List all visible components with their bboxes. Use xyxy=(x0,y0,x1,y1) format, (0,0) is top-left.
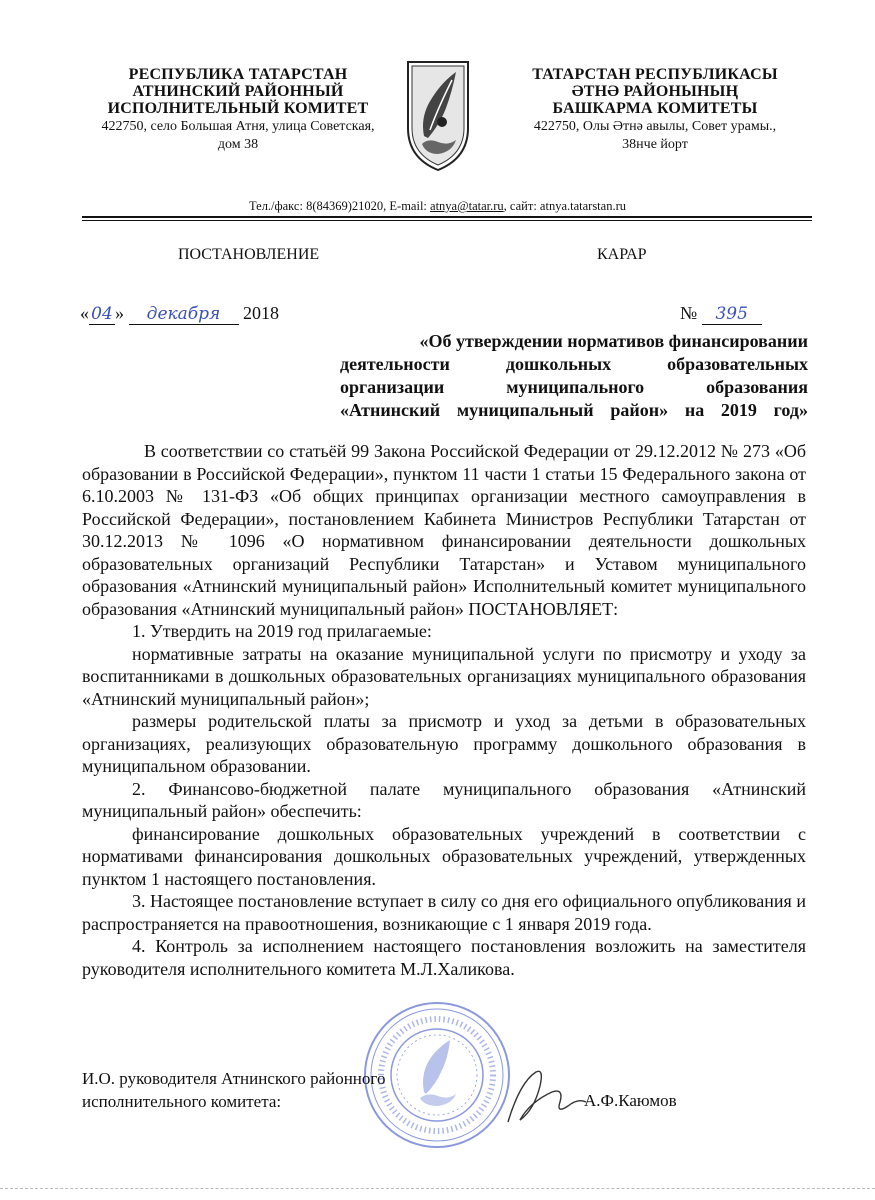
date-day: 04 xyxy=(91,304,113,324)
email-link[interactable]: atnya@tatar.ru xyxy=(430,199,504,213)
header-right-address1: 422750, Олы Әтнә авылы, Совет урамы., xyxy=(533,119,777,134)
number-label: № xyxy=(680,303,698,323)
header-divider-thin xyxy=(82,220,812,221)
document-body xyxy=(82,440,806,980)
paragraph-item4: 4. Контроль за исполнением настоящего постановления возложить на заместителя руководителя исполнительного комитета М.Л.Халикова. xyxy=(82,936,806,979)
date-day-field xyxy=(89,303,115,325)
header-left-line1: РЕСПУБЛИКА ТАТАРСТАН xyxy=(128,66,348,83)
doc-type-russian: ПОСТАНОВЛЕНИЕ xyxy=(178,246,320,263)
header-left-address2: дом 38 xyxy=(217,137,259,152)
date-close-quote: » xyxy=(115,303,124,323)
contacts-line xyxy=(0,199,875,214)
paragraph-item1: 1. Утвердить на 2019 год прилагаемые: xyxy=(132,621,432,641)
title-line1: «Об утверждении нормативов финансировании xyxy=(419,331,808,351)
paragraph-item3: 3. Настоящее постановление вступает в силу со дня его официального опубликования и распространяется на правоотношения, возникающие с 1 января 2019 года. xyxy=(82,891,806,934)
title-line4: «Атнинский муниципальный район» на 2019 год» xyxy=(340,400,808,420)
doc-type-tatar: КАРАР xyxy=(597,246,647,263)
paragraph-item2-a: финансирование дошкольных образовательных учреждений в соответствии с нормативами финансирования дошкольных образовательных учреждений, утвержденных пунктом 1 настоящего постановления. xyxy=(82,823,806,889)
number-value: 395 xyxy=(715,304,748,324)
paragraph-item2: 2. Финансово-бюджетной палате муниципального образования «Атнинский муниципальный район» обеспечить: xyxy=(82,778,806,821)
header-left-line3: ИСПОЛНИТЕЛЬНЫЙ КОМИТЕТ xyxy=(107,100,369,117)
contacts-prefix: Тел./факс: 8(84369)21020, E-mail: xyxy=(248,199,431,213)
date-year: 2018 xyxy=(243,303,279,323)
header-right-address2: 38нче йорт xyxy=(622,137,688,152)
title-line2: деятельности дошкольных образовательных xyxy=(340,354,808,374)
header-right-line2: ӘТНӘ РАЙОНЫНЫҢ xyxy=(571,83,739,100)
title-line3: организации муниципального образования xyxy=(340,377,808,397)
header-left-line2: АТНИНСКИЙ РАЙОННЫЙ xyxy=(132,83,344,100)
signer-position-line1: И.О. руководителя Атнинского районного xyxy=(82,1069,386,1088)
date-open-quote: « xyxy=(80,303,89,323)
date-month-field xyxy=(129,303,239,325)
header-right-block xyxy=(505,66,805,153)
signer-name: А.Ф.Каюмов xyxy=(584,1091,677,1110)
date-month: декабря xyxy=(146,304,221,324)
paragraph-item1-b: размеры родительской платы за присмотр и уход за детьми в образовательных организациях, реализующих образовательную программу дошкольного образования в муниципальном образовании. xyxy=(82,711,806,776)
paragraph-preamble: В соответствии со статьёй 99 Закона Российской Федерации от 29.12.2012 № 273 «Об образовании в Российской Федерации», пунктом 11 части 1 статьи 15 Федерального закона от 6.10.2003 № 131-ФЗ «Об общих принципах организации местного самоуправления в Российской Федерации», постановлением Кабинета Министров Республики Татарстан от 30.12.2013 № 1096 «О нормативном финансировании деятельности дошкольных образовательных организаций Республики Татарстан» и Уставом муниципального образования «Атнинский муниципальный район» Исполнительный комитет муниципального образования «Атнинский муниципальный район» ПОСТАНОВЛЯЕТ: xyxy=(82,441,806,619)
paragraph-item1-a: нормативные затраты на оказание муниципальной услуги по присмотру и уходу за воспитанниками в дошкольных образовательных организациях муниципального образования «Атнинский муниципальный район»; xyxy=(82,643,806,709)
date-line xyxy=(80,303,279,325)
signature-block xyxy=(82,1068,385,1113)
signer-position-line2: исполнительного комитета: xyxy=(82,1091,282,1111)
header-left-block xyxy=(78,66,398,153)
header-left-address1: 422750, село Большая Атня, улица Советская, xyxy=(101,119,375,134)
header-divider-thick xyxy=(82,216,812,218)
document-title xyxy=(340,330,808,422)
header-right-line3: БАШКАРМА КОМИТЕТЫ xyxy=(552,100,758,117)
coat-of-arms-emblem xyxy=(402,58,474,174)
page-bottom-edge xyxy=(0,1188,875,1189)
number-field xyxy=(702,303,762,325)
header-right-line1: ТАТАРСТАН РЕСПУБЛИКАСЫ xyxy=(532,66,778,83)
contacts-suffix: , сайт: atnya.tatarstan.ru xyxy=(503,199,626,213)
document-number-line xyxy=(680,303,762,325)
